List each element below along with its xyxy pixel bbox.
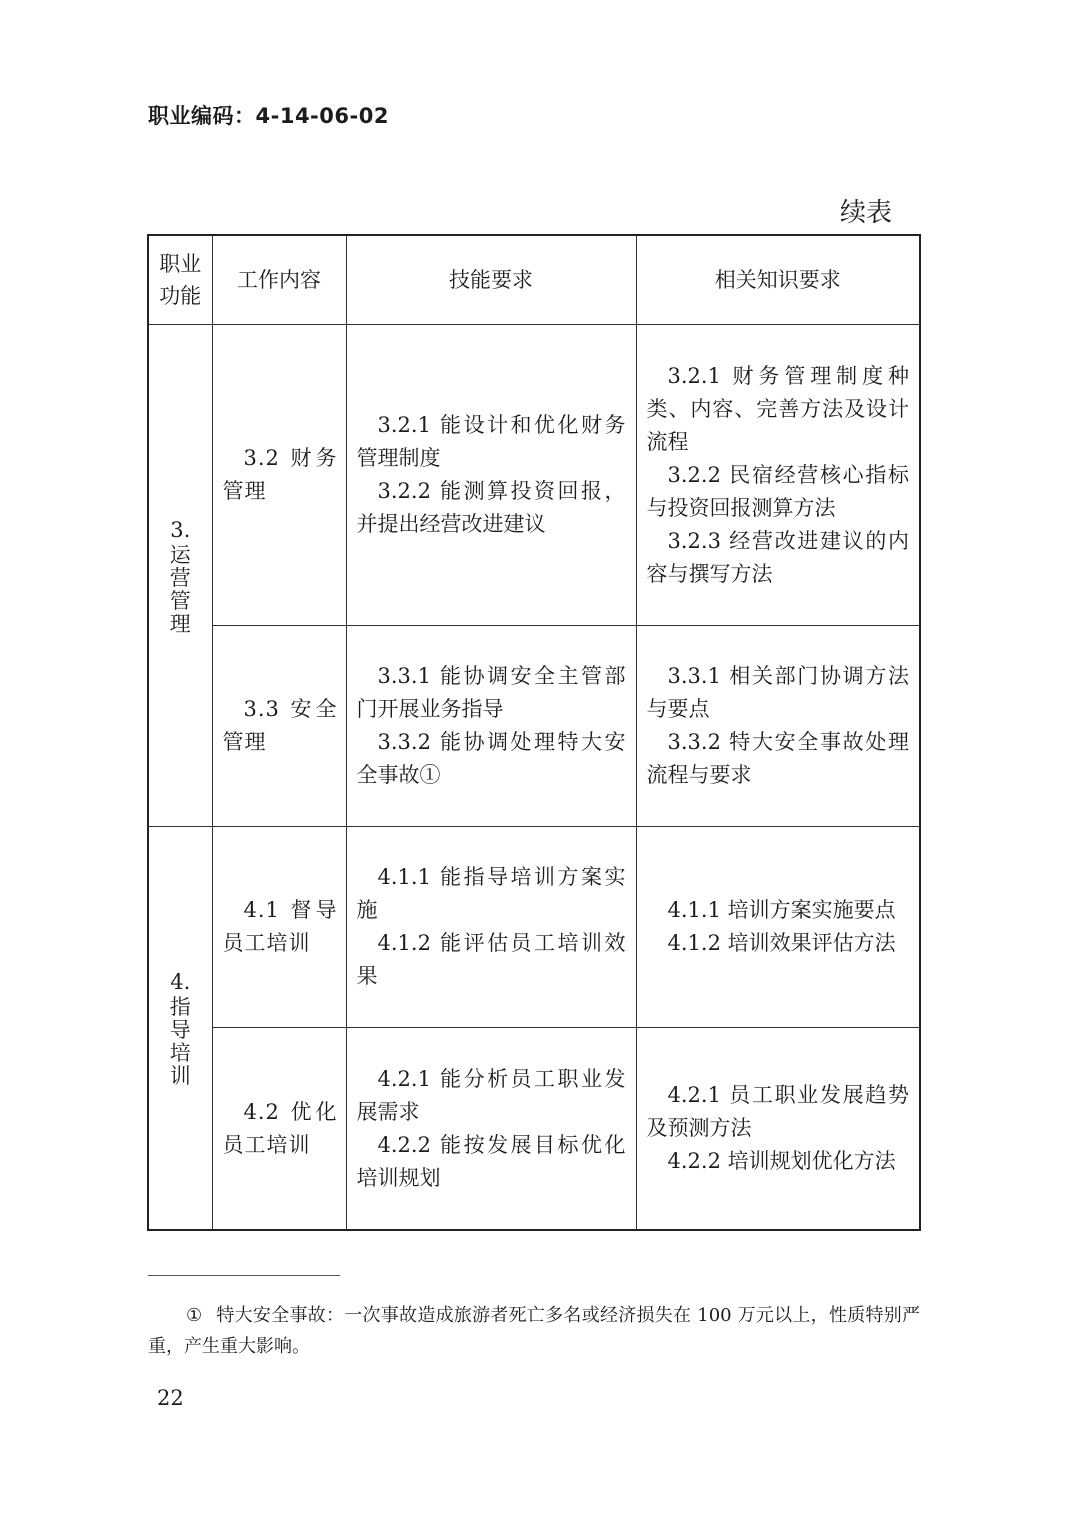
knowledge-item: 3.3.1 相关部门协调方法与要点 [646, 664, 909, 721]
work-content-cell [212, 325, 346, 626]
function-cell-training [148, 827, 212, 1231]
knowledge-item: 3.2.3 经营改进建议的内容与撰写方法 [646, 528, 909, 586]
table-row [148, 827, 920, 1028]
knowledge-cell [636, 827, 920, 1028]
function-number: 4. [170, 970, 191, 994]
function-name: 指导培训 [169, 995, 191, 1088]
skill-item: 3.3.1 能协调安全主管部门开展业务指导 [356, 664, 626, 721]
function-cell-operations [148, 325, 212, 827]
skill-item: 3.2.1 能设计和优化财务管理制度 [356, 413, 626, 470]
skill-item: 4.1.2 能评估员工培训效果 [356, 931, 626, 988]
work-content-text: 3.2 财务管理 [222, 446, 338, 503]
work-content-cell [212, 1028, 346, 1231]
knowledge-cell [636, 626, 920, 827]
skills-table [147, 234, 921, 1231]
work-content-text: 3.3 安全管理 [222, 697, 338, 754]
knowledge-item: 4.1.1 培训方案实施要点 [667, 898, 896, 922]
knowledge-item: 3.2.1 财务管理制度种类、内容、完善方法及设计流程 [646, 363, 909, 454]
skill-item: 4.2.2 能按发展目标优化培训规划 [356, 1132, 626, 1190]
continued-table-label: 续表 [839, 198, 892, 228]
knowledge-cell [636, 325, 920, 626]
knowledge-item: 4.1.2 培训效果评估方法 [667, 931, 896, 955]
footnote-marker: ① [186, 1305, 203, 1326]
header-knowledge-requirements: 相关知识要求 [636, 235, 920, 325]
knowledge-item: 3.2.2 民宿经营核心指标与投资回报测算方法 [646, 462, 909, 520]
footnote-text: 特大安全事故：一次事故造成旅游者死亡多名或经济损失在 100 万元以上，性质特别严重，产生重大影响。 [148, 1305, 920, 1357]
footnote-divider [148, 1275, 340, 1276]
work-content-cell [212, 827, 346, 1028]
knowledge-item: 4.2.1 员工职业发展趋势及预测方法 [646, 1083, 909, 1140]
page-number: 22 [157, 1386, 184, 1410]
knowledge-item: 3.3.2 特大安全事故处理流程与要求 [646, 730, 909, 787]
work-content-cell [212, 626, 346, 827]
skill-item: 4.1.1 能指导培训方案实施 [356, 865, 626, 922]
skills-cell [346, 325, 636, 626]
skill-item: 3.3.2 能协调处理特大安全事故① [356, 730, 626, 787]
footnote [148, 1300, 920, 1362]
occupation-code: 职业编码：4-14-06-02 [148, 104, 389, 128]
work-content-text: 4.1 督导员工培训 [222, 898, 338, 955]
header-work-content: 工作内容 [212, 235, 346, 325]
function-number: 3. [170, 517, 191, 542]
table-header-row [148, 235, 920, 325]
table-row [148, 626, 920, 827]
skills-cell [346, 626, 636, 827]
table-row [148, 325, 920, 626]
skill-item: 4.2.1 能分析员工职业发展需求 [356, 1066, 626, 1124]
header-skill-requirements: 技能要求 [346, 235, 636, 325]
skill-item: 3.2.2 能测算投资回报，并提出经营改进建议 [356, 479, 626, 536]
knowledge-item: 4.2.2 培训规划优化方法 [667, 1149, 896, 1173]
knowledge-cell [636, 1028, 920, 1231]
table-row [148, 1028, 920, 1231]
header-function: 职业功能 [148, 235, 212, 325]
work-content-text: 4.2 优化员工培训 [222, 1099, 338, 1157]
skills-cell [346, 1028, 636, 1231]
skills-cell [346, 827, 636, 1028]
function-name: 运营管理 [169, 542, 191, 636]
